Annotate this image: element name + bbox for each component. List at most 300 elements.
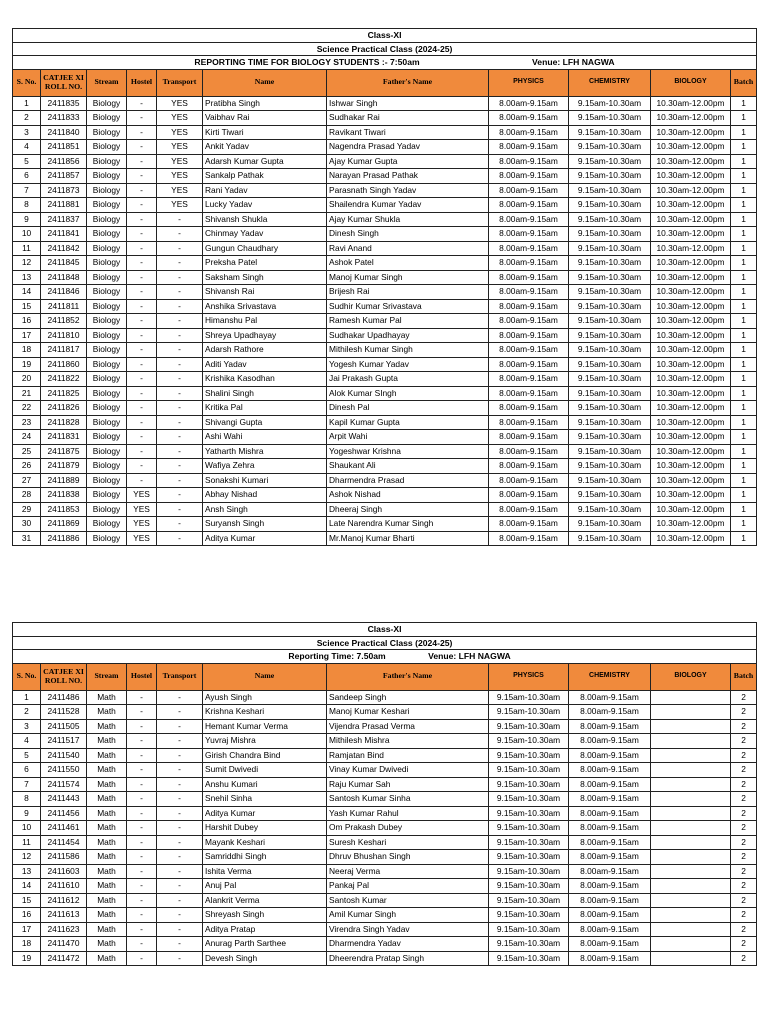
table-row <box>13 111 757 126</box>
cell-father: Mr.Manoj Kumar Bharti <box>327 531 489 546</box>
col-stream: Stream <box>87 663 127 690</box>
cell-name: Hemant Kumar Verma <box>203 719 327 734</box>
cell-transport: - <box>157 835 203 850</box>
cell-transport: - <box>157 488 203 503</box>
col-stream: Stream <box>87 69 127 96</box>
cell-batch: 1 <box>731 212 757 227</box>
reporting-info <box>13 650 757 664</box>
cell-father: Neeraj Verma <box>327 864 489 879</box>
cell-batch: 2 <box>731 719 757 734</box>
cell-biology: 10.30am-12.00pm <box>651 183 731 198</box>
cell-sno: 13 <box>13 864 41 879</box>
cell-roll: 2411456 <box>41 806 87 821</box>
cell-hostel: YES <box>127 488 157 503</box>
cell-stream: Biology <box>87 285 127 300</box>
cell-roll: 2411875 <box>41 444 87 459</box>
cell-biology: 10.30am-12.00pm <box>651 444 731 459</box>
cell-biology: 10.30am-12.00pm <box>651 372 731 387</box>
cell-name: Krishika Kasodhan <box>203 372 327 387</box>
cell-batch: 2 <box>731 835 757 850</box>
cell-transport: - <box>157 705 203 720</box>
cell-biology <box>651 777 731 792</box>
cell-physics: 8.00am-9.15am <box>489 140 569 155</box>
cell-transport: - <box>157 893 203 908</box>
cell-father: Virendra Singh Yadav <box>327 922 489 937</box>
cell-stream: Biology <box>87 154 127 169</box>
cell-sno: 19 <box>13 357 41 372</box>
cell-name: Harshit Dubey <box>203 821 327 836</box>
cell-stream: Math <box>87 734 127 749</box>
cell-physics: 9.15am-10.30am <box>489 719 569 734</box>
cell-sno: 8 <box>13 792 41 807</box>
table-row <box>13 879 757 894</box>
cell-father: Ramesh Kumar Pal <box>327 314 489 329</box>
cell-sno: 6 <box>13 169 41 184</box>
table-row <box>13 125 757 140</box>
col-hostel: Hostel <box>127 663 157 690</box>
table-row <box>13 444 757 459</box>
cell-hostel: - <box>127 154 157 169</box>
venue: Venue: LFH NAGWA <box>532 57 615 67</box>
table-row <box>13 183 757 198</box>
col-sno: S. No. <box>13 69 41 96</box>
cell-sno: 20 <box>13 372 41 387</box>
cell-roll: 2411886 <box>41 531 87 546</box>
cell-sno: 19 <box>13 951 41 966</box>
cell-biology: 10.30am-12.00pm <box>651 241 731 256</box>
table-row <box>13 169 757 184</box>
cell-father: Amil Kumar Singh <box>327 908 489 923</box>
cell-physics: 8.00am-9.15am <box>489 444 569 459</box>
cell-name: Adarsh Kumar Gupta <box>203 154 327 169</box>
cell-father: Dinesh Singh <box>327 227 489 242</box>
cell-roll: 2411873 <box>41 183 87 198</box>
table-row <box>13 430 757 445</box>
cell-stream: Math <box>87 835 127 850</box>
cell-transport: - <box>157 908 203 923</box>
cell-physics: 8.00am-9.15am <box>489 502 569 517</box>
cell-batch: 2 <box>731 922 757 937</box>
cell-roll: 2411857 <box>41 169 87 184</box>
cell-name: Sonakshi Kumari <box>203 473 327 488</box>
cell-father: Raju Kumar Sah <box>327 777 489 792</box>
cell-physics: 8.00am-9.15am <box>489 256 569 271</box>
cell-biology: 10.30am-12.00pm <box>651 140 731 155</box>
cell-hostel: - <box>127 299 157 314</box>
schedule-table-biology <box>12 28 757 546</box>
cell-stream: Biology <box>87 415 127 430</box>
cell-roll: 2411486 <box>41 690 87 705</box>
cell-name: Shivangi Gupta <box>203 415 327 430</box>
cell-sno: 18 <box>13 343 41 358</box>
cell-stream: Biology <box>87 531 127 546</box>
cell-physics: 9.15am-10.30am <box>489 748 569 763</box>
cell-stream: Math <box>87 893 127 908</box>
cell-biology: 10.30am-12.00pm <box>651 343 731 358</box>
cell-roll: 2411856 <box>41 154 87 169</box>
cell-roll: 2411840 <box>41 125 87 140</box>
cell-physics: 9.15am-10.30am <box>489 821 569 836</box>
cell-name: Rani Yadav <box>203 183 327 198</box>
cell-stream: Biology <box>87 299 127 314</box>
cell-roll: 2411472 <box>41 951 87 966</box>
cell-transport: - <box>157 357 203 372</box>
cell-roll: 2411852 <box>41 314 87 329</box>
cell-transport: - <box>157 314 203 329</box>
cell-transport: - <box>157 821 203 836</box>
cell-chemistry: 8.00am-9.15am <box>569 893 651 908</box>
cell-hostel: - <box>127 792 157 807</box>
cell-stream: Math <box>87 922 127 937</box>
table-body <box>13 96 757 546</box>
cell-physics: 8.00am-9.15am <box>489 270 569 285</box>
cell-transport: - <box>157 343 203 358</box>
cell-transport: - <box>157 473 203 488</box>
cell-roll: 2411848 <box>41 270 87 285</box>
cell-name: Aditya Pratap <box>203 922 327 937</box>
cell-biology <box>651 690 731 705</box>
cell-name: Aditi Yadav <box>203 357 327 372</box>
cell-transport: - <box>157 937 203 952</box>
cell-chemistry: 9.15am-10.30am <box>569 386 651 401</box>
cell-transport: YES <box>157 154 203 169</box>
cell-sno: 17 <box>13 328 41 343</box>
cell-physics: 8.00am-9.15am <box>489 386 569 401</box>
cell-sno: 6 <box>13 763 41 778</box>
cell-chemistry: 9.15am-10.30am <box>569 285 651 300</box>
schedule-sheet-biology <box>12 28 756 546</box>
cell-sno: 13 <box>13 270 41 285</box>
cell-batch: 2 <box>731 951 757 966</box>
cell-father: Mithilesh Kumar Singh <box>327 343 489 358</box>
cell-biology: 10.30am-12.00pm <box>651 386 731 401</box>
cell-father: Dheeraj Singh <box>327 502 489 517</box>
cell-physics: 8.00am-9.15am <box>489 169 569 184</box>
cell-transport: - <box>157 227 203 242</box>
cell-father: Ravi Anand <box>327 241 489 256</box>
cell-chemistry: 9.15am-10.30am <box>569 227 651 242</box>
cell-biology <box>651 734 731 749</box>
cell-name: Suryansh Singh <box>203 517 327 532</box>
cell-name: Girish Chandra Bind <box>203 748 327 763</box>
col-chemistry: CHEMISTRY <box>569 69 651 96</box>
cell-chemistry: 9.15am-10.30am <box>569 270 651 285</box>
cell-chemistry: 9.15am-10.30am <box>569 96 651 111</box>
cell-sno: 7 <box>13 183 41 198</box>
table-row <box>13 502 757 517</box>
cell-father: Shailendra Kumar Yadav <box>327 198 489 213</box>
cell-hostel: - <box>127 951 157 966</box>
cell-stream: Biology <box>87 357 127 372</box>
cell-transport: - <box>157 734 203 749</box>
cell-hostel: - <box>127 705 157 720</box>
cell-roll: 2411612 <box>41 893 87 908</box>
cell-biology: 10.30am-12.00pm <box>651 198 731 213</box>
table-row <box>13 198 757 213</box>
cell-hostel: - <box>127 821 157 836</box>
table-row <box>13 256 757 271</box>
cell-chemistry: 8.00am-9.15am <box>569 719 651 734</box>
cell-chemistry: 9.15am-10.30am <box>569 517 651 532</box>
cell-chemistry: 8.00am-9.15am <box>569 748 651 763</box>
table-row <box>13 864 757 879</box>
cell-batch: 2 <box>731 937 757 952</box>
cell-name: Shreyash Singh <box>203 908 327 923</box>
cell-physics: 8.00am-9.15am <box>489 488 569 503</box>
cell-roll: 2411443 <box>41 792 87 807</box>
cell-batch: 2 <box>731 879 757 894</box>
cell-chemistry: 9.15am-10.30am <box>569 473 651 488</box>
cell-batch: 2 <box>731 748 757 763</box>
cell-chemistry: 9.15am-10.30am <box>569 415 651 430</box>
cell-hostel: - <box>127 763 157 778</box>
reporting-time: REPORTING TIME FOR BIOLOGY STUDENTS :- 7:50am <box>194 57 420 67</box>
table-row <box>13 908 757 923</box>
cell-sno: 17 <box>13 922 41 937</box>
cell-chemistry: 9.15am-10.30am <box>569 198 651 213</box>
table-header <box>13 69 757 96</box>
cell-roll: 2411623 <box>41 922 87 937</box>
cell-name: Anurag Parth Sarthee <box>203 937 327 952</box>
cell-name: Snehil Sinha <box>203 792 327 807</box>
cell-batch: 1 <box>731 473 757 488</box>
cell-biology <box>651 879 731 894</box>
cell-sno: 27 <box>13 473 41 488</box>
cell-physics: 8.00am-9.15am <box>489 372 569 387</box>
cell-batch: 2 <box>731 792 757 807</box>
cell-father: Dhruv Bhushan Singh <box>327 850 489 865</box>
cell-transport: YES <box>157 140 203 155</box>
cell-name: Preksha Patel <box>203 256 327 271</box>
cell-father: Manoj Kumar Keshari <box>327 705 489 720</box>
cell-transport: - <box>157 951 203 966</box>
cell-roll: 2411826 <box>41 401 87 416</box>
cell-chemistry: 9.15am-10.30am <box>569 111 651 126</box>
cell-roll: 2411540 <box>41 748 87 763</box>
cell-roll: 2411845 <box>41 256 87 271</box>
cell-father: Manoj Kumar Singh <box>327 270 489 285</box>
cell-sno: 14 <box>13 285 41 300</box>
cell-sno: 10 <box>13 821 41 836</box>
cell-name: Ansh Singh <box>203 502 327 517</box>
cell-father: Dharmendra Yadav <box>327 937 489 952</box>
table-row <box>13 314 757 329</box>
cell-transport: YES <box>157 125 203 140</box>
cell-name: Adarsh Rathore <box>203 343 327 358</box>
cell-biology: 10.30am-12.00pm <box>651 517 731 532</box>
cell-biology: 10.30am-12.00pm <box>651 473 731 488</box>
col-transport: Transport <box>157 69 203 96</box>
cell-chemistry: 8.00am-9.15am <box>569 908 651 923</box>
cell-biology <box>651 937 731 952</box>
cell-sno: 25 <box>13 444 41 459</box>
cell-father: Santosh Kumar <box>327 893 489 908</box>
cell-hostel: - <box>127 937 157 952</box>
cell-roll: 2411846 <box>41 285 87 300</box>
cell-father: Kapil Kumar Gupta <box>327 415 489 430</box>
cell-transport: - <box>157 386 203 401</box>
cell-roll: 2411810 <box>41 328 87 343</box>
cell-hostel: - <box>127 372 157 387</box>
table-row <box>13 719 757 734</box>
cell-batch: 1 <box>731 357 757 372</box>
cell-sno: 4 <box>13 140 41 155</box>
cell-physics: 9.15am-10.30am <box>489 951 569 966</box>
cell-batch: 1 <box>731 314 757 329</box>
table-row <box>13 401 757 416</box>
cell-biology <box>651 821 731 836</box>
cell-father: Ajay Kumar Gupta <box>327 154 489 169</box>
col-biology: BIOLOGY <box>651 69 731 96</box>
cell-biology <box>651 951 731 966</box>
cell-biology: 10.30am-12.00pm <box>651 256 731 271</box>
cell-batch: 1 <box>731 328 757 343</box>
cell-chemistry: 8.00am-9.15am <box>569 864 651 879</box>
cell-hostel: - <box>127 183 157 198</box>
cell-roll: 2411574 <box>41 777 87 792</box>
cell-physics: 8.00am-9.15am <box>489 314 569 329</box>
cell-chemistry: 9.15am-10.30am <box>569 241 651 256</box>
cell-hostel: - <box>127 908 157 923</box>
cell-roll: 2411833 <box>41 111 87 126</box>
cell-father: Late Narendra Kumar Singh <box>327 517 489 532</box>
cell-transport: - <box>157 719 203 734</box>
table-row <box>13 690 757 705</box>
col-name: Name <box>203 663 327 690</box>
cell-physics: 9.15am-10.30am <box>489 908 569 923</box>
cell-physics: 8.00am-9.15am <box>489 517 569 532</box>
cell-physics: 9.15am-10.30am <box>489 777 569 792</box>
cell-name: Shivansh Shukla <box>203 212 327 227</box>
cell-biology: 10.30am-12.00pm <box>651 401 731 416</box>
cell-batch: 1 <box>731 488 757 503</box>
cell-transport: - <box>157 285 203 300</box>
table-row <box>13 386 757 401</box>
cell-father: Dinesh Pal <box>327 401 489 416</box>
cell-hostel: - <box>127 256 157 271</box>
cell-chemistry: 9.15am-10.30am <box>569 256 651 271</box>
cell-batch: 1 <box>731 430 757 445</box>
cell-biology <box>651 719 731 734</box>
cell-stream: Math <box>87 792 127 807</box>
cell-chemistry: 8.00am-9.15am <box>569 835 651 850</box>
table-row <box>13 328 757 343</box>
cell-stream: Biology <box>87 169 127 184</box>
cell-batch: 1 <box>731 531 757 546</box>
cell-batch: 2 <box>731 893 757 908</box>
cell-biology <box>651 908 731 923</box>
cell-physics: 8.00am-9.15am <box>489 328 569 343</box>
cell-batch: 1 <box>731 270 757 285</box>
cell-chemistry: 9.15am-10.30am <box>569 140 651 155</box>
table-row <box>13 850 757 865</box>
cell-biology <box>651 806 731 821</box>
table-row <box>13 140 757 155</box>
table-row <box>13 517 757 532</box>
cell-stream: Biology <box>87 212 127 227</box>
cell-batch: 1 <box>731 169 757 184</box>
cell-hostel: - <box>127 125 157 140</box>
cell-biology <box>651 748 731 763</box>
cell-biology: 10.30am-12.00pm <box>651 270 731 285</box>
table-row <box>13 705 757 720</box>
table-row <box>13 270 757 285</box>
cell-name: Ayush Singh <box>203 690 327 705</box>
cell-roll: 2411517 <box>41 734 87 749</box>
cell-physics: 9.15am-10.30am <box>489 864 569 879</box>
cell-physics: 8.00am-9.15am <box>489 125 569 140</box>
cell-transport: - <box>157 850 203 865</box>
cell-stream: Biology <box>87 227 127 242</box>
cell-stream: Math <box>87 777 127 792</box>
cell-chemistry: 8.00am-9.15am <box>569 777 651 792</box>
cell-physics: 9.15am-10.30am <box>489 937 569 952</box>
cell-father: Ramjatan Bind <box>327 748 489 763</box>
table-row <box>13 748 757 763</box>
table-row <box>13 285 757 300</box>
cell-hostel: - <box>127 850 157 865</box>
cell-batch: 1 <box>731 227 757 242</box>
cell-name: Kritika Pal <box>203 401 327 416</box>
col-chemistry: CHEMISTRY <box>569 663 651 690</box>
cell-physics: 8.00am-9.15am <box>489 430 569 445</box>
cell-physics: 9.15am-10.30am <box>489 806 569 821</box>
cell-chemistry: 8.00am-9.15am <box>569 806 651 821</box>
col-father: Father's Name <box>327 69 489 96</box>
cell-name: Devesh Singh <box>203 951 327 966</box>
cell-batch: 2 <box>731 850 757 865</box>
cell-roll: 2411603 <box>41 864 87 879</box>
cell-physics: 8.00am-9.15am <box>489 415 569 430</box>
cell-father: Ashok Patel <box>327 256 489 271</box>
cell-sno: 11 <box>13 835 41 850</box>
cell-name: Pratibha Singh <box>203 96 327 111</box>
cell-father: Sudhakar Rai <box>327 111 489 126</box>
cell-father: Santosh Kumar Sinha <box>327 792 489 807</box>
cell-chemistry: 8.00am-9.15am <box>569 951 651 966</box>
cell-roll: 2411853 <box>41 502 87 517</box>
cell-biology: 10.30am-12.00pm <box>651 314 731 329</box>
reporting-time: Reporting Time: 7.50am <box>288 651 386 661</box>
cell-stream: Biology <box>87 430 127 445</box>
cell-stream: Math <box>87 821 127 836</box>
cell-biology: 10.30am-12.00pm <box>651 299 731 314</box>
cell-sno: 30 <box>13 517 41 532</box>
cell-physics: 9.15am-10.30am <box>489 879 569 894</box>
cell-hostel: - <box>127 835 157 850</box>
cell-roll: 2411831 <box>41 430 87 445</box>
cell-stream: Math <box>87 748 127 763</box>
cell-chemistry: 9.15am-10.30am <box>569 401 651 416</box>
cell-hostel: - <box>127 111 157 126</box>
cell-father: Yogesh Kumar Yadav <box>327 357 489 372</box>
cell-sno: 3 <box>13 719 41 734</box>
cell-biology: 10.30am-12.00pm <box>651 488 731 503</box>
cell-physics: 8.00am-9.15am <box>489 473 569 488</box>
cell-batch: 1 <box>731 372 757 387</box>
cell-physics: 9.15am-10.30am <box>489 835 569 850</box>
cell-father: Dheerendra Pratap Singh <box>327 951 489 966</box>
cell-name: Ankit Yadav <box>203 140 327 155</box>
cell-hostel: - <box>127 473 157 488</box>
cell-stream: Biology <box>87 256 127 271</box>
cell-sno: 9 <box>13 806 41 821</box>
cell-stream: Biology <box>87 183 127 198</box>
cell-stream: Math <box>87 879 127 894</box>
cell-physics: 8.00am-9.15am <box>489 401 569 416</box>
cell-hostel: - <box>127 415 157 430</box>
table-row <box>13 777 757 792</box>
